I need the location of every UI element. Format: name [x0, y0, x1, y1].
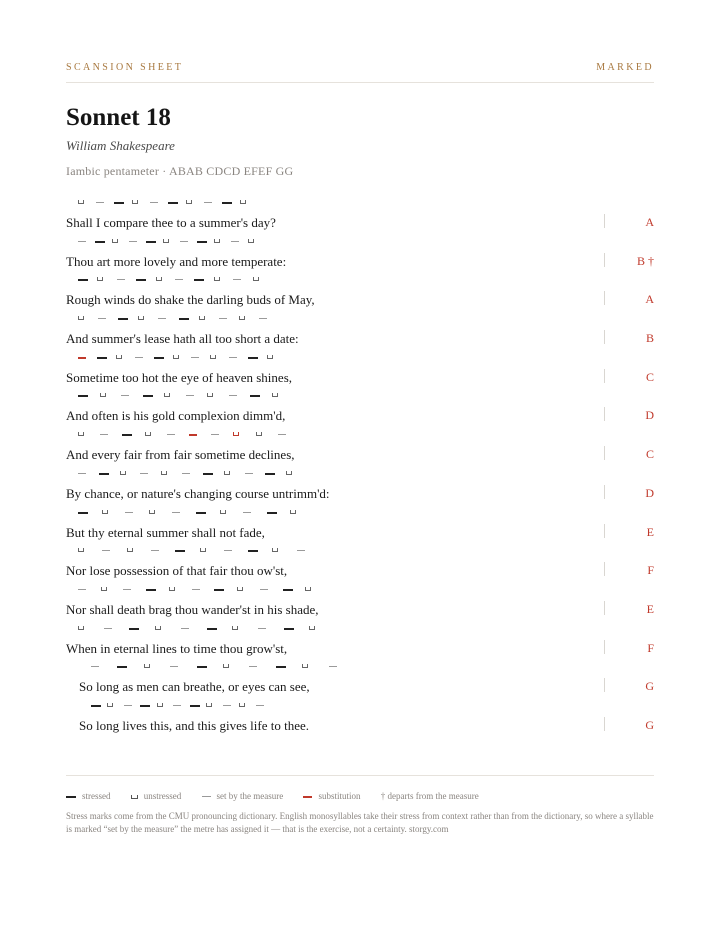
stress-mark — [214, 277, 220, 281]
line-text: Nor shall death brag thou wander'st in his shade, — [66, 601, 319, 617]
stress-mark — [78, 279, 88, 281]
stress-marks — [66, 699, 586, 713]
poem-line — [66, 273, 654, 312]
stress-mark — [253, 277, 259, 281]
stress-mark — [117, 666, 127, 668]
stress-mark — [207, 393, 213, 397]
line-text: Sometime too hot the eye of heaven shines, — [66, 369, 293, 385]
stress-mark — [272, 393, 278, 397]
stress-mark — [224, 550, 232, 551]
stress-mark — [232, 626, 238, 630]
rhyme-divider — [604, 640, 605, 654]
line-text: When in eternal lines to time thou grow'st, — [66, 640, 288, 656]
stress-mark — [297, 550, 305, 551]
rhyme-divider — [604, 369, 605, 383]
stress-mark — [204, 202, 212, 203]
stress-mark — [154, 357, 164, 359]
stress-mark — [150, 202, 158, 203]
poem-title: Sonnet 18 — [66, 104, 171, 131]
stress-mark — [223, 664, 229, 668]
legend-stressed: stressed — [66, 791, 111, 801]
stress-mark — [125, 512, 133, 513]
stress-mark — [169, 587, 175, 591]
stress-mark — [129, 241, 137, 242]
stress-mark — [120, 471, 126, 475]
rhyme-divider — [604, 446, 605, 460]
stress-mark — [167, 434, 175, 435]
stress-mark — [78, 432, 84, 436]
meter-description: Iambic pentameter · ABAB CDCD EFEF GG — [66, 164, 294, 178]
stress-mark — [179, 318, 189, 320]
stress-mark — [118, 318, 128, 320]
rhyme-letter: G — [645, 717, 654, 732]
stress-mark — [237, 587, 243, 591]
stress-mark — [258, 628, 266, 629]
rhyme-letter: F — [647, 563, 654, 578]
stress-marks — [66, 235, 586, 249]
stress-mark — [248, 357, 258, 359]
stress-marks — [66, 467, 586, 481]
stress-mark — [186, 395, 194, 396]
measure-mark-icon — [202, 796, 211, 797]
stress-mark — [157, 703, 163, 707]
stress-mark — [181, 628, 189, 629]
stress-mark — [276, 666, 286, 668]
stress-mark — [135, 357, 143, 358]
footnote: Stress marks come from the CMU pronouncing dictionary. English monosyllables take their stress from context rather than from the dictionary, so where a syllable is marked “set by the measure” the metre has assigned it — that is the exercise, not a certainty. storgy.com — [66, 811, 654, 834]
stress-mark — [239, 316, 245, 320]
stress-mark — [199, 316, 205, 320]
marked-label: MARKED — [596, 62, 654, 73]
rhyme-divider — [604, 291, 605, 305]
stress-marks — [66, 351, 586, 365]
stress-mark — [256, 705, 264, 706]
stress-mark — [78, 548, 84, 552]
poem-line — [66, 312, 654, 351]
stress-mark — [146, 589, 156, 591]
poem-line — [66, 660, 654, 699]
line-text: And summer's lease hath all too short a date: — [66, 331, 299, 347]
stress-mark — [121, 395, 129, 396]
stress-mark — [309, 626, 315, 630]
stress-mark — [194, 279, 204, 281]
line-text: And often is his gold complexion dimm'd, — [66, 408, 286, 424]
stress-mark — [100, 393, 106, 397]
scansion-lines — [66, 196, 654, 738]
stress-mark — [182, 473, 190, 474]
rhyme-divider — [604, 330, 605, 344]
legend — [66, 790, 497, 801]
rhyme-letter: C — [645, 447, 654, 462]
stress-mark — [102, 550, 110, 551]
line-text: Thou art more lovely and more temperate: — [66, 253, 287, 269]
stress-mark — [278, 434, 286, 435]
stress-mark — [175, 550, 185, 552]
stress-marks — [66, 583, 586, 597]
stress-mark — [259, 318, 267, 319]
stress-mark — [123, 589, 131, 590]
rhyme-letter: D — [645, 485, 654, 500]
stress-mark — [243, 512, 251, 513]
stress-mark — [265, 473, 275, 475]
poem-line — [66, 389, 654, 428]
stress-mark — [132, 200, 138, 204]
stress-mark — [164, 393, 170, 397]
stress-mark — [78, 512, 88, 514]
stress-mark — [302, 664, 308, 668]
line-text: So long lives this, and this gives life to thee. — [79, 717, 310, 733]
stress-mark — [220, 510, 226, 514]
stress-mark — [144, 664, 150, 668]
stress-mark — [78, 589, 86, 590]
poem-line — [66, 699, 654, 738]
stress-mark — [214, 589, 224, 591]
line-text: Rough winds do shake the darling buds of May, — [66, 292, 315, 308]
stress-mark — [200, 548, 206, 552]
stress-mark — [161, 471, 167, 475]
stress-mark — [158, 318, 166, 319]
line-text: Shall I compare thee to a summer's day? — [66, 215, 276, 230]
stress-marks — [66, 544, 586, 558]
stress-mark — [267, 355, 273, 359]
stress-mark — [98, 318, 106, 319]
stress-mark — [211, 434, 219, 435]
unstressed-mark-icon — [131, 795, 138, 799]
stress-mark — [305, 587, 311, 591]
stress-marks — [66, 273, 586, 287]
rhyme-divider — [604, 601, 605, 615]
stress-mark — [272, 548, 278, 552]
rhyme-letter: G — [645, 679, 654, 694]
stress-mark — [245, 473, 253, 474]
legend-measure: set by the measure — [202, 791, 284, 801]
poem-line — [66, 622, 654, 661]
stress-mark — [207, 628, 217, 630]
rhyme-divider — [604, 485, 605, 499]
stress-mark — [250, 395, 260, 397]
stress-mark — [203, 473, 213, 475]
stress-mark — [78, 473, 86, 474]
stress-mark — [168, 202, 178, 204]
stress-marks — [66, 312, 586, 326]
stress-marks — [66, 622, 586, 636]
stress-mark — [189, 434, 197, 436]
stress-mark — [256, 432, 262, 436]
stress-mark — [112, 239, 118, 243]
stress-mark — [267, 512, 277, 514]
stress-mark — [231, 241, 239, 242]
stress-mark — [173, 355, 179, 359]
rhyme-divider — [604, 253, 605, 267]
stress-mark — [104, 628, 112, 629]
stress-mark — [140, 705, 150, 707]
stress-mark — [78, 357, 86, 359]
stress-mark — [233, 279, 241, 280]
stress-mark — [197, 241, 207, 243]
rhyme-letter: F — [647, 640, 654, 655]
stress-mark — [138, 316, 144, 320]
stress-mark — [145, 432, 151, 436]
stress-mark — [170, 666, 178, 667]
stress-mark — [248, 550, 258, 552]
stress-mark — [260, 589, 268, 590]
rhyme-letter: C — [645, 369, 654, 384]
stress-mark — [219, 318, 227, 319]
stress-mark — [124, 705, 132, 706]
stress-mark — [223, 705, 231, 706]
stress-mark — [284, 628, 294, 630]
poem-author: William Shakespeare — [66, 138, 175, 153]
stress-mark — [239, 703, 245, 707]
stress-mark — [97, 277, 103, 281]
stress-mark — [143, 395, 153, 397]
stress-mark — [155, 626, 161, 630]
stress-mark — [95, 241, 105, 243]
stress-mark — [96, 202, 104, 203]
sheet-header — [66, 62, 654, 83]
stress-mark — [97, 357, 107, 359]
stress-mark — [196, 512, 206, 514]
stress-mark — [116, 355, 122, 359]
stress-mark — [136, 279, 146, 281]
stress-mark — [180, 241, 188, 242]
poem-line — [66, 235, 654, 274]
rhyme-letter: E — [646, 601, 654, 616]
rhyme-letter: A — [645, 215, 654, 229]
stress-mark — [78, 200, 84, 204]
poem-line — [66, 544, 654, 583]
line-text: By chance, or nature's changing course untrimm'd: — [66, 485, 330, 501]
stress-mark — [192, 589, 200, 590]
stress-mark — [233, 432, 239, 436]
stress-mark — [91, 705, 101, 707]
line-text: And every fair from fair sometime declines, — [66, 447, 295, 463]
stress-marks — [66, 389, 586, 403]
stress-mark — [173, 705, 181, 706]
stress-mark — [78, 395, 88, 397]
substitution-mark-icon — [303, 796, 312, 798]
legend-unstressed: unstressed — [131, 791, 182, 801]
stress-mark — [117, 279, 125, 280]
footer-divider — [66, 775, 654, 776]
stress-mark — [99, 473, 109, 475]
stress-mark — [101, 587, 107, 591]
rhyme-letter: A — [645, 292, 654, 307]
stress-mark — [114, 202, 124, 204]
stressed-mark-icon — [66, 796, 76, 798]
poem-line — [66, 428, 654, 467]
rhyme-letter: D — [645, 408, 654, 423]
stress-mark — [100, 434, 108, 435]
line-text: But thy eternal summer shall not fade, — [66, 524, 265, 540]
rhyme-letter: E — [646, 524, 654, 539]
stress-mark — [151, 550, 159, 551]
stress-mark — [127, 548, 133, 552]
stress-mark — [240, 200, 246, 204]
stress-mark — [122, 434, 132, 436]
rhyme-divider — [604, 562, 605, 576]
stress-mark — [78, 626, 84, 630]
sheet-label: SCANSION SHEET — [66, 62, 184, 73]
stress-mark — [156, 277, 162, 281]
stress-mark — [191, 357, 199, 358]
stress-mark — [229, 395, 237, 396]
rhyme-divider — [604, 214, 605, 228]
stress-mark — [175, 279, 183, 280]
rhyme-divider — [604, 524, 605, 538]
poem-line — [66, 351, 654, 390]
stress-mark — [102, 510, 108, 514]
rhyme-divider — [604, 678, 605, 692]
stress-mark — [206, 703, 212, 707]
poem-line — [66, 583, 654, 622]
stress-mark — [329, 666, 337, 667]
stress-mark — [283, 589, 293, 591]
stress-mark — [190, 705, 200, 707]
stress-mark — [186, 200, 192, 204]
stress-mark — [249, 666, 257, 667]
stress-mark — [163, 239, 169, 243]
stress-mark — [248, 239, 254, 243]
poem-line — [66, 506, 654, 545]
legend-departs: † departs from the measure — [380, 790, 479, 801]
stress-marks — [66, 506, 586, 520]
stress-marks — [66, 196, 586, 210]
poem-line — [66, 196, 654, 235]
stress-mark — [222, 202, 232, 204]
rhyme-divider — [604, 717, 605, 731]
stress-mark — [290, 510, 296, 514]
stress-mark — [149, 510, 155, 514]
rhyme-letter: B — [645, 331, 654, 346]
stress-mark — [78, 241, 86, 242]
stress-mark — [146, 241, 156, 243]
stress-mark — [91, 666, 99, 667]
stress-mark — [286, 471, 292, 475]
stress-mark — [210, 355, 216, 359]
stress-mark — [172, 512, 180, 513]
stress-mark — [140, 473, 148, 474]
stress-mark — [78, 316, 84, 320]
rhyme-letter: B † — [636, 253, 654, 268]
stress-mark — [129, 628, 139, 630]
rhyme-divider — [604, 407, 605, 421]
stress-mark — [229, 357, 237, 358]
line-text: So long as men can breathe, or eyes can see, — [79, 679, 310, 695]
stress-mark — [214, 239, 220, 243]
line-text: Nor lose possession of that fair thou ow'st, — [66, 563, 288, 579]
poem-line — [66, 467, 654, 506]
stress-mark — [224, 471, 230, 475]
stress-mark — [197, 666, 207, 668]
stress-mark — [107, 703, 113, 707]
stress-marks — [66, 660, 586, 674]
legend-substitution: substitution — [303, 791, 360, 801]
stress-marks — [66, 428, 586, 442]
